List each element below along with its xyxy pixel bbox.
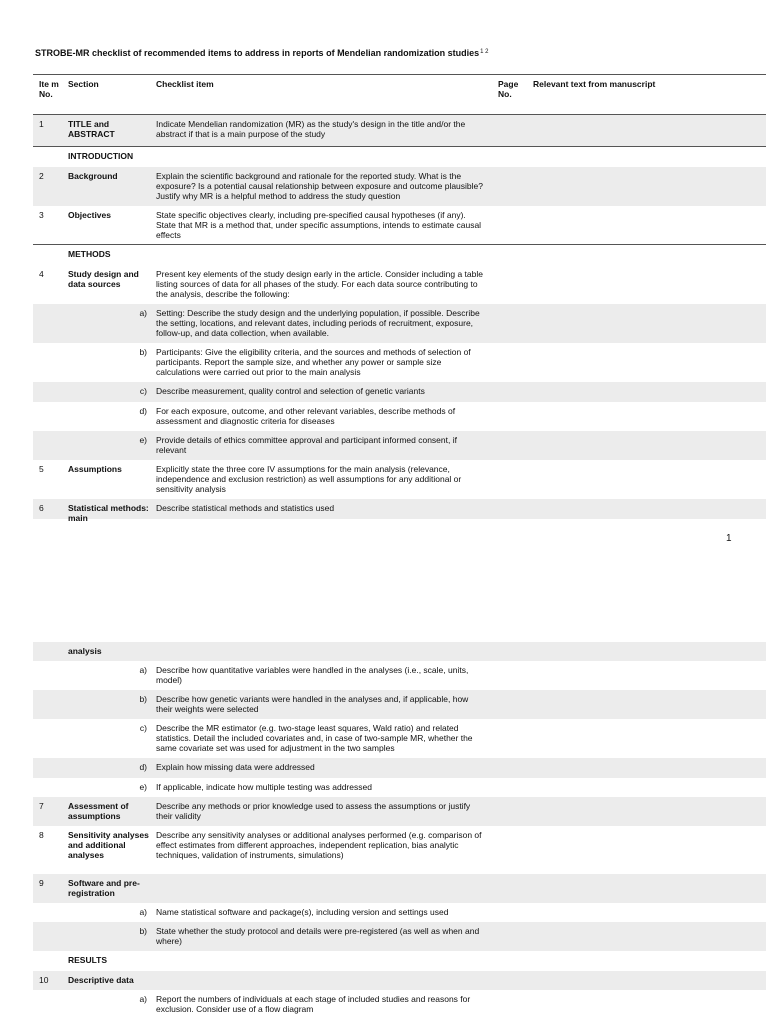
checklist-text: State whether the study protocol and details were pre-registered (as well as when and where) bbox=[156, 926, 480, 946]
table-row bbox=[33, 661, 766, 690]
section-name: INTRODUCTION bbox=[68, 151, 134, 161]
sub-item-label: c) bbox=[139, 386, 147, 396]
table-row bbox=[33, 951, 766, 971]
item-number: 2 bbox=[39, 171, 44, 181]
item-number: 10 bbox=[39, 975, 49, 985]
item-number: 9 bbox=[39, 878, 44, 888]
checklist-text: Describe any sensitivity analyses or additional analyses performed (e.g. comparison of effect estimates from different approaches, independent replication, bias analytic techniques, validation of instruments, simulations) bbox=[156, 830, 482, 860]
checklist-text: Describe statistical methods and statistics used bbox=[156, 503, 335, 513]
checklist-text: State specific objectives clearly, including pre-specified causal hypotheses (if any). State that MR is a method that, under specific assumptions, intends to estimate causal effects bbox=[156, 210, 482, 240]
table-row bbox=[33, 343, 766, 382]
section-name: TITLE and ABSTRACT bbox=[68, 119, 115, 139]
checklist-text: For each exposure, outcome, and other relevant variables, describe methods of assessment and diagnostic criteria for diseases bbox=[156, 406, 456, 426]
section-name: Study design and data sources bbox=[68, 269, 139, 289]
table-row bbox=[33, 971, 766, 990]
table-row bbox=[33, 797, 766, 826]
section-name: Software and pre-registration bbox=[68, 878, 140, 898]
section-name: Sensitivity analyses and additional analyses bbox=[68, 830, 149, 860]
table-body-page-2 bbox=[33, 642, 766, 1019]
table-row bbox=[33, 431, 766, 460]
sub-item-label: d) bbox=[139, 406, 147, 416]
checklist-text: Setting: Describe the study design and the underlying population, if possible. Describe the setting, locations, and relevant dates, including periods of recruitment, exposure, follow-up, and data collection, when available. bbox=[156, 308, 480, 338]
sub-item-label: a) bbox=[139, 907, 147, 917]
checklist-text: Indicate Mendelian randomization (MR) as the study's design in the title and/or the abstract if that is a main purpose of the study bbox=[156, 119, 466, 139]
checklist-text: Explain how missing data were addressed bbox=[156, 762, 315, 772]
section-name: Statistical methods: main bbox=[68, 503, 149, 523]
checklist-text: If applicable, indicate how multiple testing was addressed bbox=[156, 782, 372, 792]
checklist-table-page-2 bbox=[33, 642, 766, 1019]
sub-item-label: e) bbox=[139, 435, 147, 445]
table-row bbox=[33, 826, 766, 874]
table-row bbox=[33, 690, 766, 719]
sub-item-label: c) bbox=[139, 723, 147, 733]
checklist-text: Describe how genetic variants were handled in the analyses and, if applicable, how their weights were selected bbox=[156, 694, 469, 714]
sub-item-label: d) bbox=[139, 762, 147, 772]
table-row bbox=[33, 115, 766, 147]
checklist-text: Describe measurement, quality control and selection of genetic variants bbox=[156, 386, 425, 396]
section-name: Objectives bbox=[68, 210, 111, 220]
header-section: Section bbox=[68, 79, 99, 89]
table-row bbox=[33, 245, 766, 265]
table-row bbox=[33, 304, 766, 343]
checklist-text: Describe any methods or prior knowledge used to assess the assumptions or justify their validity bbox=[156, 801, 471, 821]
sub-item-label: b) bbox=[139, 347, 147, 357]
table-row bbox=[33, 265, 766, 304]
checklist-text: Describe how quantitative variables were handled in the analyses (i.e., scale, units, model) bbox=[156, 665, 469, 685]
header-item-no: Ite m No. bbox=[39, 79, 59, 99]
sub-item-label: b) bbox=[139, 926, 147, 936]
section-name: RESULTS bbox=[68, 955, 108, 965]
page-number: 1 bbox=[726, 533, 732, 544]
sub-item-label: b) bbox=[139, 694, 147, 704]
checklist-text: Participants: Give the eligibility criteria, and the sources and methods of selection of participants. Report the sample size, and whether any power or sample size calculations were carried out prior to the main analysis bbox=[156, 347, 471, 377]
section-name: Background bbox=[68, 171, 118, 181]
sub-item-label: a) bbox=[139, 665, 147, 675]
table-row bbox=[33, 719, 766, 758]
table-row bbox=[33, 382, 766, 402]
checklist-text: Present key elements of the study design early in the article. Consider including a table listing sources of data for all phases of the study. For each data source contributing to the analysis, describe the following: bbox=[156, 269, 483, 299]
table-row bbox=[33, 758, 766, 778]
sub-item-label: a) bbox=[139, 308, 147, 318]
section-name: analysis bbox=[68, 646, 102, 656]
table-header bbox=[33, 74, 766, 115]
table-row bbox=[33, 903, 766, 922]
table-body-page-1 bbox=[33, 115, 766, 523]
table-row bbox=[33, 167, 766, 206]
item-number: 4 bbox=[39, 269, 44, 279]
item-number: 3 bbox=[39, 210, 44, 220]
section-name: Assumptions bbox=[68, 464, 122, 474]
item-number: 7 bbox=[39, 801, 44, 811]
table-row bbox=[33, 922, 766, 951]
table-row bbox=[33, 460, 766, 499]
item-number: 1 bbox=[39, 119, 44, 129]
title-footnote-marks: 1 2 bbox=[480, 49, 489, 55]
table-row bbox=[33, 778, 766, 797]
checklist-text: Describe the MR estimator (e.g. two-stage least squares, Wald ratio) and related statistics. Detail the included covariates and, in case of two-sample MR, whether the same covariate set was used for adjustment in the two samples bbox=[156, 723, 473, 753]
checklist-table-page-1 bbox=[33, 74, 766, 523]
checklist-text: Explain the scientific background and rationale for the reported study. What is the exposure? Is a potential causal relationship between exposure and outcome plausible? Justify why MR is a helpful method to address the study question bbox=[156, 171, 483, 201]
header-relevant-text: Relevant text from manuscript bbox=[533, 79, 656, 89]
table-row bbox=[33, 990, 766, 1019]
item-number: 5 bbox=[39, 464, 44, 474]
table-row bbox=[33, 874, 766, 903]
checklist-text: Report the numbers of individuals at each stage of included studies and reasons for exclusion. Consider use of a flow diagram bbox=[156, 994, 471, 1014]
table-row bbox=[33, 402, 766, 431]
table-row bbox=[33, 147, 766, 167]
checklist-text: Provide details of ethics committee approval and participant informed consent, if relevant bbox=[156, 435, 457, 455]
table-row bbox=[33, 642, 766, 661]
checklist-text: Explicitly state the three core IV assumptions for the main analysis (relevance, independence and exclusion restriction) as well assumptions for any additional or sensitivity analysis bbox=[156, 464, 462, 494]
sub-item-label: e) bbox=[139, 782, 147, 792]
table-row bbox=[33, 499, 766, 523]
header-page-no: Page No. bbox=[498, 79, 519, 99]
table-row bbox=[33, 206, 766, 245]
item-number: 6 bbox=[39, 503, 44, 513]
section-name: Assessment of assumptions bbox=[68, 801, 129, 821]
section-name: METHODS bbox=[68, 249, 111, 259]
header-checklist-item: Checklist item bbox=[156, 79, 214, 89]
sub-item-label: a) bbox=[139, 994, 147, 1004]
item-number: 8 bbox=[39, 830, 44, 840]
section-name: Descriptive data bbox=[68, 975, 134, 985]
checklist-text: Name statistical software and package(s), including version and settings used bbox=[156, 907, 449, 917]
document-title: STROBE-MR checklist of recommended items to address in reports of Mendelian randomization studies$^{1 2}$ bbox=[35, 48, 489, 58]
